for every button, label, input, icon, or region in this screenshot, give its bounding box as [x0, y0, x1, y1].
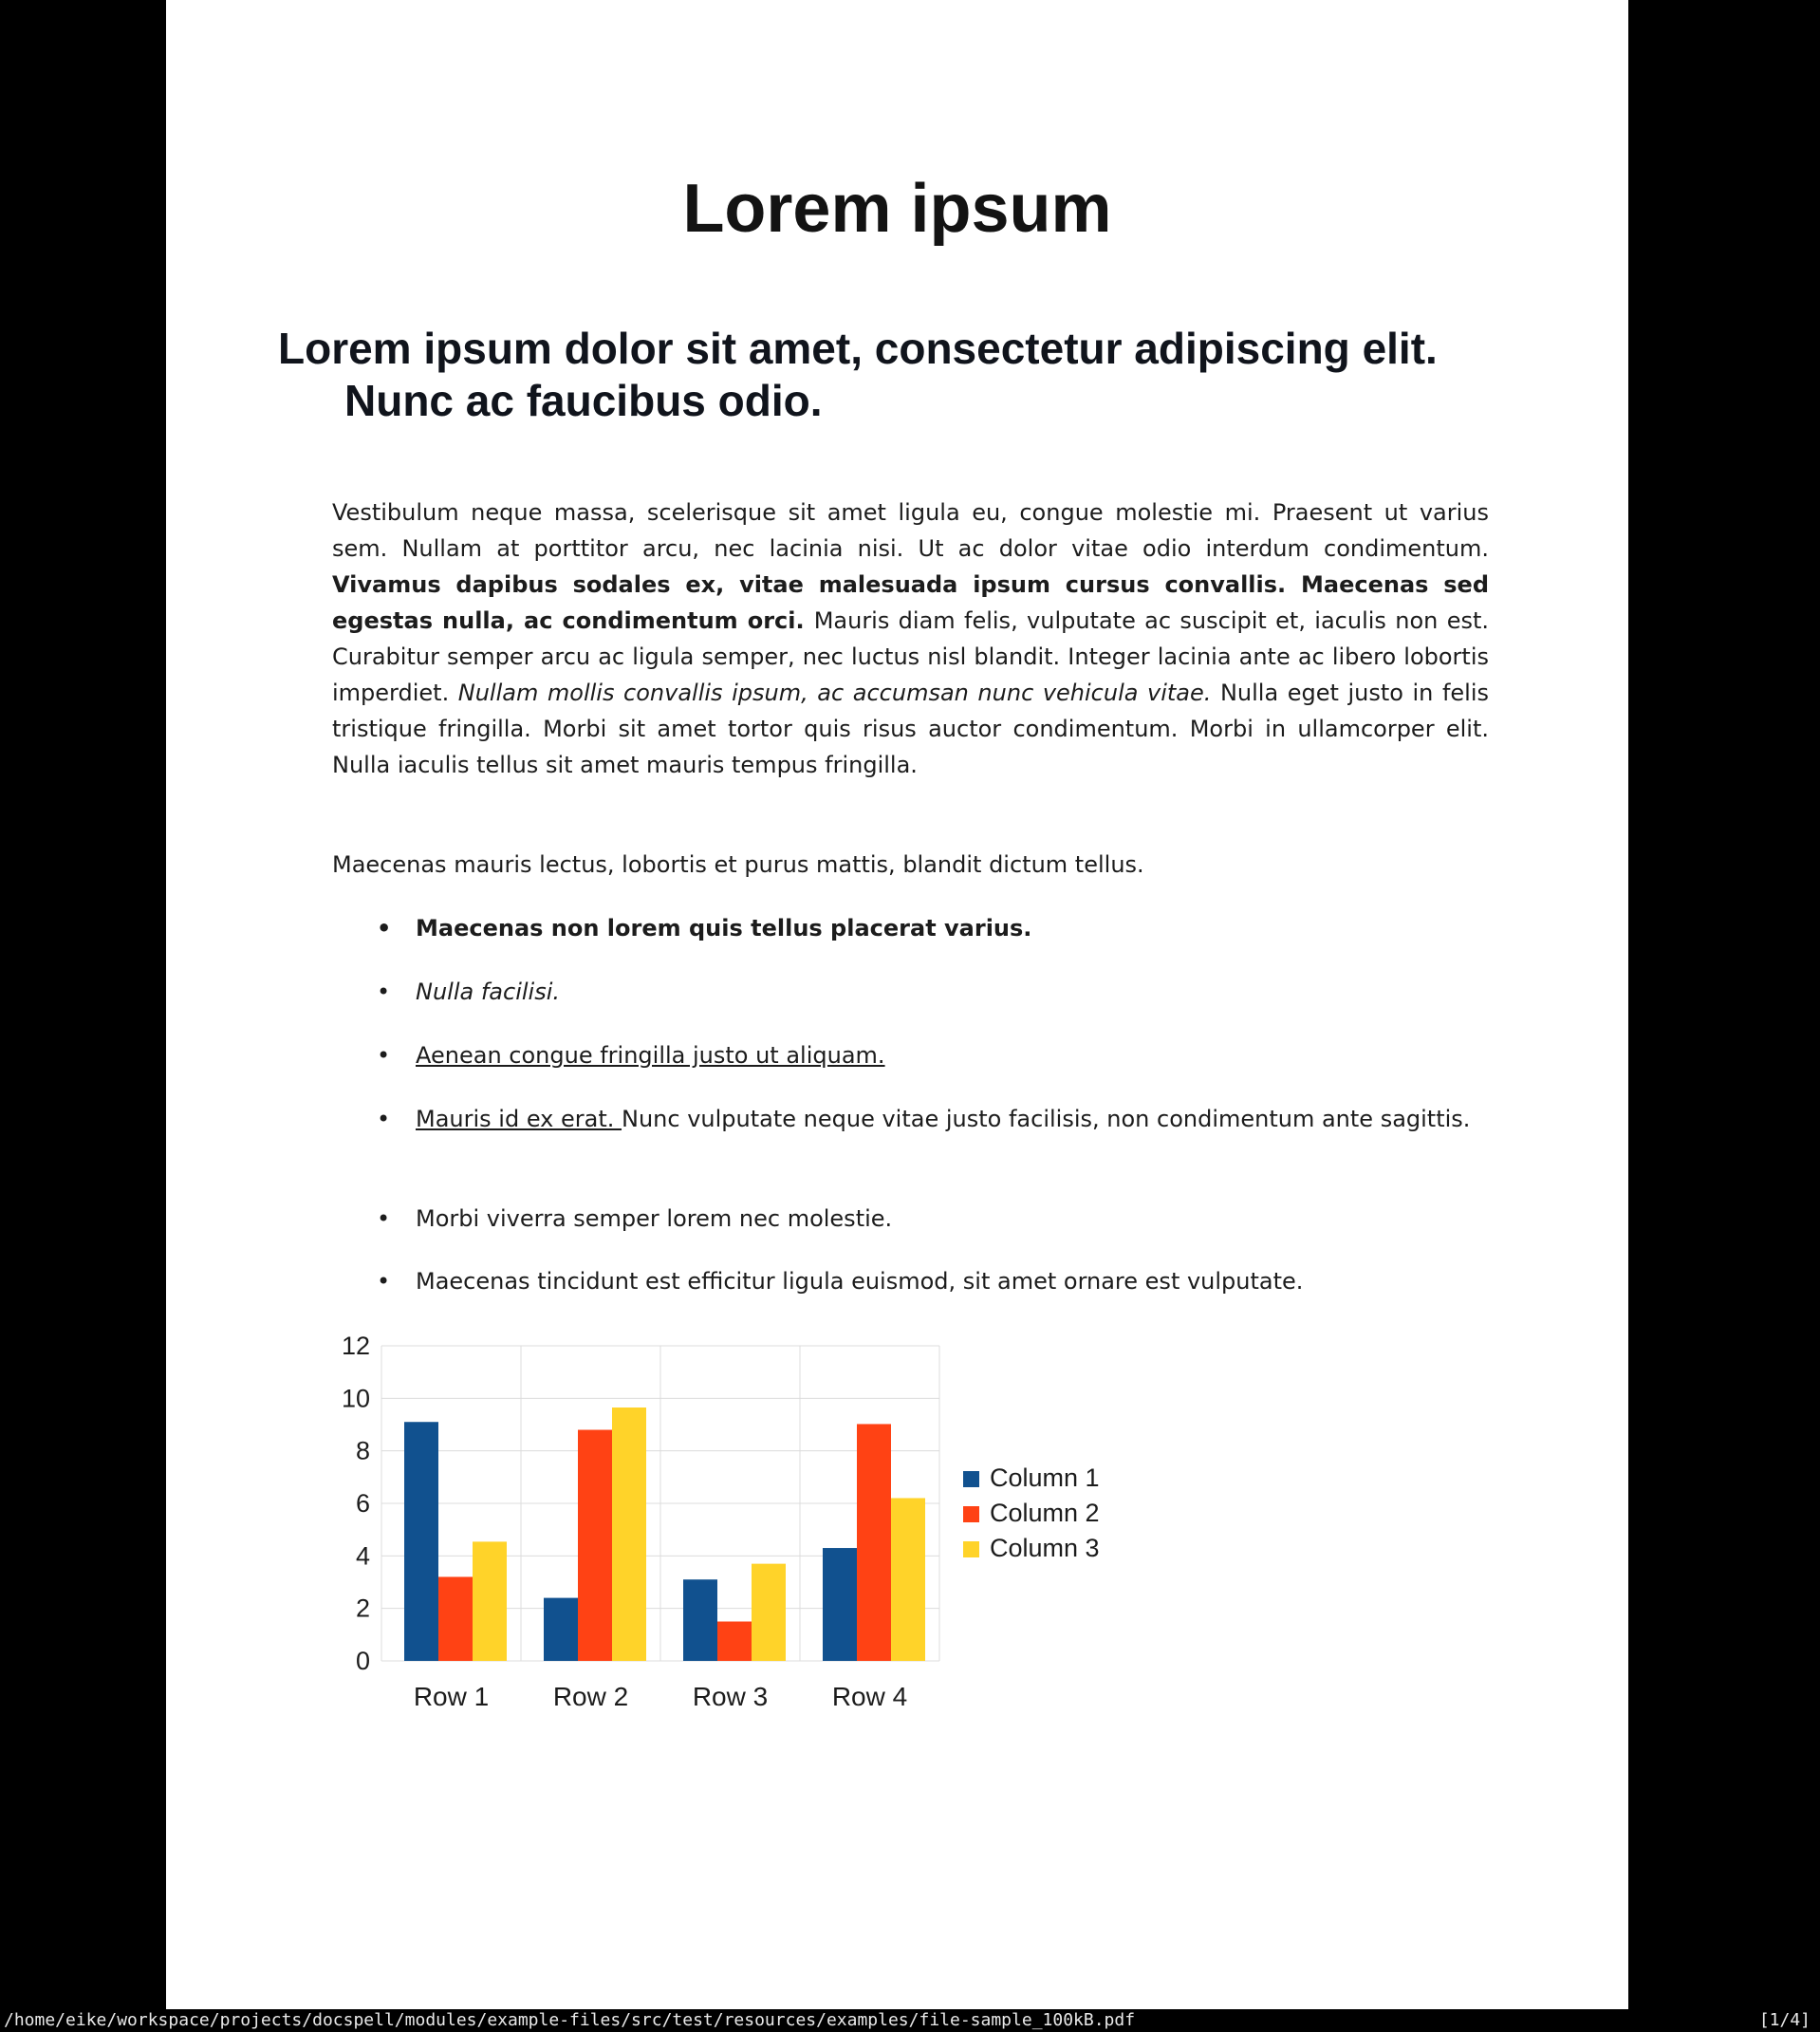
bullet-icon: • — [377, 979, 391, 1005]
document-heading-line1: Lorem ipsum dolor sit amet, consectetur adipiscing elit. — [278, 324, 1438, 373]
list-item-text: Aenean congue fringilla justo ut aliquam. — [416, 1042, 885, 1069]
list-item — [377, 1101, 1489, 1137]
statusbar-page-indicator: [1/4] — [1758, 2010, 1811, 2030]
list-item-text: Maecenas non lorem quis tellus placerat varius. — [416, 915, 1032, 941]
bullet-icon: • — [377, 915, 392, 941]
svg-text:10: 10 — [341, 1384, 370, 1413]
svg-text:Column 1: Column 1 — [990, 1463, 1100, 1492]
svg-text:6: 6 — [355, 1489, 370, 1518]
document-heading-line2: Nunc ac faucibus odio. — [344, 376, 823, 425]
svg-text:Row 4: Row 4 — [831, 1682, 908, 1711]
svg-text:4: 4 — [355, 1541, 370, 1571]
bullet-icon: • — [377, 1205, 391, 1232]
body-paragraph — [332, 494, 1489, 783]
bullet-icon: • — [377, 1268, 391, 1295]
svg-text:Column 2: Column 2 — [990, 1499, 1100, 1527]
list-item-text: Maecenas tincidunt est efficitur ligula euismod, sit amet ornare est vulputate. — [416, 1268, 1304, 1295]
paragraph-run-normal: Mauris diam felis, vulputate ac suscipit et, iaculis non est. Curabitur semper arcu ac ligula semper, nec luctus nisl blandit. Integer lacinia ante ac libero lobortis imperdiet. — [332, 607, 1489, 706]
svg-text:Row 3: Row 3 — [692, 1682, 769, 1711]
bullet-icon: • — [377, 1106, 391, 1132]
list-item — [377, 1037, 1489, 1073]
list-item-text-underlined: Mauris id ex erat. — [416, 1106, 622, 1132]
list-item-text: Nulla facilisi. — [416, 979, 560, 1005]
svg-text:12: 12 — [341, 1332, 370, 1360]
list-item — [377, 1263, 1489, 1299]
svg-text:2: 2 — [355, 1594, 370, 1623]
list-item-text: Nunc vulputate neque vitae justo facilisis, non condimentum ante sagittis. — [622, 1106, 1471, 1132]
statusbar — [0, 2009, 1820, 2032]
list-item-text: Morbi viverra semper lorem nec molestie. — [416, 1205, 893, 1232]
svg-text:Row 2: Row 2 — [552, 1682, 629, 1711]
paragraph-run-bold: Vivamus dapibus sodales ex, vitae malesuada ipsum cursus convallis. Maecenas sed egestas nulla, ac condimentum orci. — [332, 571, 1489, 634]
svg-text:8: 8 — [355, 1436, 370, 1465]
document-title: Lorem ipsum — [682, 171, 1112, 247]
paragraph-run-normal: Vestibulum neque massa, scelerisque sit amet ligula eu, congue molestie mi. Praesent ut varius sem. Nullam at porttitor arcu, nec lacinia nisi. Ut ac dolor vitae odio interdum condimentum. — [332, 499, 1489, 562]
statusbar-file-path: /home/eike/workspace/projects/docspell/modules/example-files/src/test/resources/examples/file-sample_100kB.pdf — [4, 2010, 1136, 2030]
bullet-icon: • — [377, 1042, 391, 1069]
svg-text:0: 0 — [355, 1647, 370, 1675]
lead-line: Maecenas mauris lectus, lobortis et purus mattis, blandit dictum tellus. — [332, 851, 1144, 878]
paragraph-run-italic: Nullam mollis convallis ipsum, ac accumsan nunc vehicula vitae. — [457, 680, 1220, 706]
pdf-page[interactable] — [166, 0, 1628, 2009]
svg-text:Row 1: Row 1 — [413, 1682, 490, 1711]
bar-chart — [323, 1327, 1120, 1735]
list-item — [377, 1201, 1489, 1237]
paragraph-run-normal: Nulla eget justo in felis tristique fringilla. Morbi sit amet tortor quis risus auctor condimentum. Morbi in ullamcorper elit. Nulla iaculis tellus sit amet mauris tempus fringilla. — [332, 680, 1490, 778]
list-item — [377, 910, 1489, 946]
svg-text:Column 3: Column 3 — [990, 1534, 1100, 1562]
list-item — [377, 974, 1489, 1010]
